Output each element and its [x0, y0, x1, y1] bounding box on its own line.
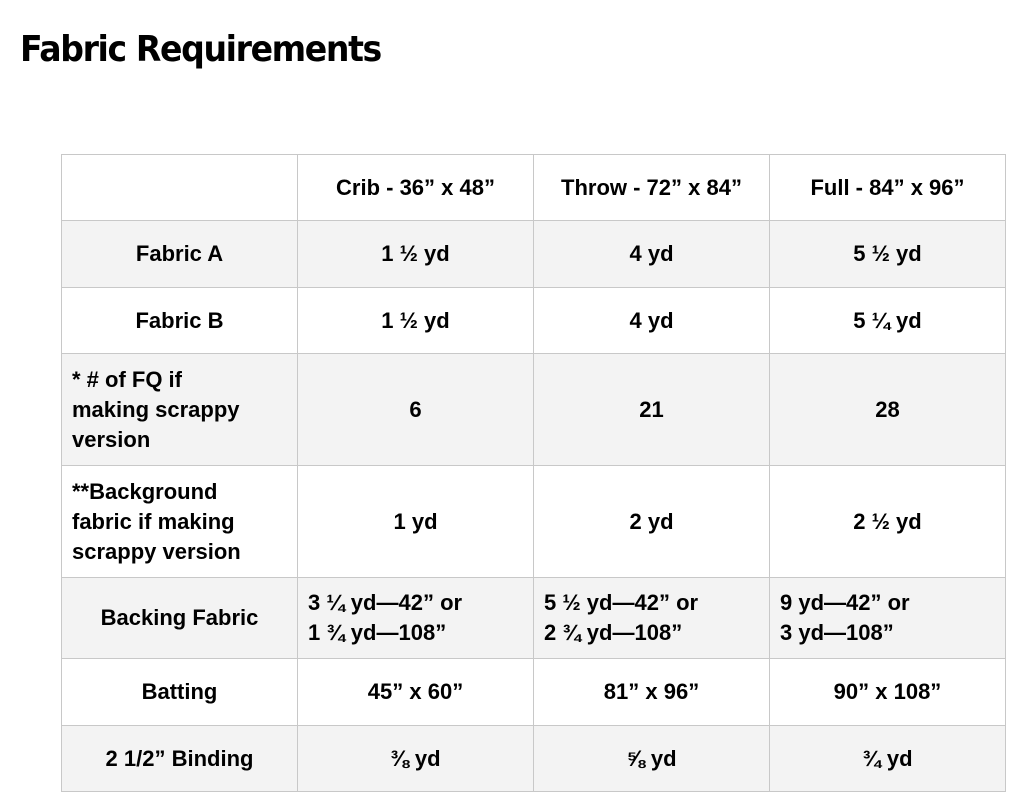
row-label-backing-fabric: Backing Fabric [62, 578, 298, 659]
table-cell: 2 ½ yd [770, 466, 1006, 578]
table-cell: ⅝ yd [534, 726, 770, 792]
header-cell-crib: Crib - 36” x 48” [298, 155, 534, 221]
row-label-fq-count: * # of FQ if making scrappy version [62, 354, 298, 466]
header-cell-full: Full - 84” x 96” [770, 155, 1006, 221]
header-row [62, 155, 1006, 221]
table-cell: 1 ½ yd [298, 221, 534, 288]
table-cell: 28 [770, 354, 1006, 466]
table-row [62, 354, 1006, 466]
table-cell: 5 ¼ yd [770, 288, 1006, 354]
table-cell: 9 yd—42” or 3 yd—108” [770, 578, 1006, 659]
row-label-fabric-a: Fabric A [62, 221, 298, 288]
table-cell: 1 ½ yd [298, 288, 534, 354]
table-row [62, 726, 1006, 792]
table-cell: 6 [298, 354, 534, 466]
table-row [62, 221, 1006, 288]
row-label-fabric-b: Fabric B [62, 288, 298, 354]
table-row [62, 288, 1006, 354]
fabric-requirements-table [61, 154, 1006, 792]
table-row [62, 659, 1006, 726]
table-cell: 4 yd [534, 221, 770, 288]
table-cell: 90” x 108” [770, 659, 1006, 726]
header-cell-empty [62, 155, 298, 221]
table-cell: 21 [534, 354, 770, 466]
page-title: Fabric Requirements [20, 29, 381, 70]
row-label-binding: 2 1/2” Binding [62, 726, 298, 792]
table-cell: ¾ yd [770, 726, 1006, 792]
table-cell: 81” x 96” [534, 659, 770, 726]
table-cell: 5 ½ yd [770, 221, 1006, 288]
table-cell: 1 yd [298, 466, 534, 578]
table-cell: 3 ¼ yd—42” or 1 ¾ yd—108” [298, 578, 534, 659]
table-row [62, 466, 1006, 578]
table-row [62, 578, 1006, 659]
row-label-batting: Batting [62, 659, 298, 726]
table-cell: 4 yd [534, 288, 770, 354]
table-cell: 5 ½ yd—42” or 2 ¾ yd—108” [534, 578, 770, 659]
row-label-background-fabric: **Background fabric if making scrappy version [62, 466, 298, 578]
header-cell-throw: Throw - 72” x 84” [534, 155, 770, 221]
table-cell: 2 yd [534, 466, 770, 578]
table-cell: 45” x 60” [298, 659, 534, 726]
table-cell: ⅜ yd [298, 726, 534, 792]
